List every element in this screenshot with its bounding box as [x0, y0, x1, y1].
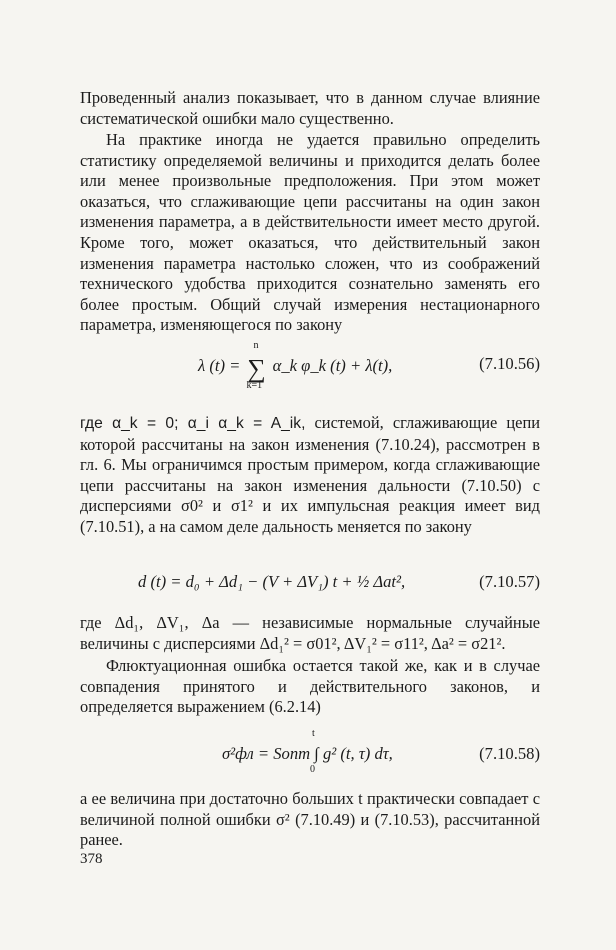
- equation-7-10-56: [80, 340, 540, 391]
- eq2-body: d (t) = d₀ + Δd₁ − (V + ΔV₁) t + ½ Δat²,: [138, 572, 406, 591]
- paragraph-4: где Δd₁, ΔV₁, Δa — независимые нормальные случайные величины с дисперсиями Δd₁² = σ01², ΔV₁² = σ11², Δa² = σ21².: [80, 613, 540, 653]
- page-number: 378: [80, 851, 103, 867]
- paragraph-3: [80, 413, 540, 538]
- paragraph-3-text: системой, сглаживающие цепи которой рассчитаны на закон изменения (7.10.24), рассмотрен в гл. 6. Мы ограничимся простым примером, когда сглаживающие цепи рассчитаны на закон изменения дальности (7.10.50) с дисперсиями σ0² и σ1² и их импульсная реакция имеет вид (7.10.51), а на самом деле дальность меняется по закону: [80, 413, 540, 536]
- paragraph-1: Проведенный анализ показывает, что в данном случае влияние систематической ошибки мало существенно.: [80, 88, 540, 128]
- eq2-number: (7.10.57): [479, 572, 540, 591]
- eq1-lhs: λ (t) =: [198, 356, 245, 375]
- paragraph-5: Флюктуационная ошибка остается такой же, как и в случае совпадения принятого и действительного законов, и определяется выражением (6.2.14): [80, 656, 540, 717]
- eq1-sum-sign: ∑: [247, 354, 266, 383]
- paragraph-6: а ее величина при достаточно больших t практически совпадает с величиной полной ошибки σ² (7.10.49) и (7.10.53), рассчитанной ранее.: [80, 789, 540, 850]
- equation-7-10-57: [80, 560, 540, 600]
- eq3-integral-lower: 0: [310, 764, 315, 775]
- eq1-sum-lower: k=1: [246, 380, 263, 391]
- paragraph-2: На практике иногда не удается правильно определить статистику определяемой величины и приходится делать более или менее произвольные предположения. При этом может оказаться, что сглаживающие цепи рассчитаны на один закон изменения параметра, а в действительности имеет место другой. Кроме того, может оказаться, что действительный закон изменения параметра настолько сложен, что из соображений технического удобства приходится сознательно заменять его более простым. Общий случай измерения нестационарного параметра, изменяющегося по закону: [80, 130, 540, 335]
- eq3-number: (7.10.58): [479, 744, 540, 763]
- eq3-body: σ²фл = Sопт ∫ g² (t, τ) dτ,: [222, 744, 393, 763]
- eq3-integral-upper: t: [312, 728, 315, 739]
- paragraph-3-formula: где α_k = 0; α_i α_k = A_ik,: [80, 415, 306, 432]
- eq1-rhs: α_k φ_k (t) + λ(t),: [272, 356, 393, 375]
- eq1-sum-upper: n: [253, 340, 259, 351]
- eq1-number: (7.10.56): [479, 354, 540, 373]
- equation-7-10-58: [80, 728, 540, 775]
